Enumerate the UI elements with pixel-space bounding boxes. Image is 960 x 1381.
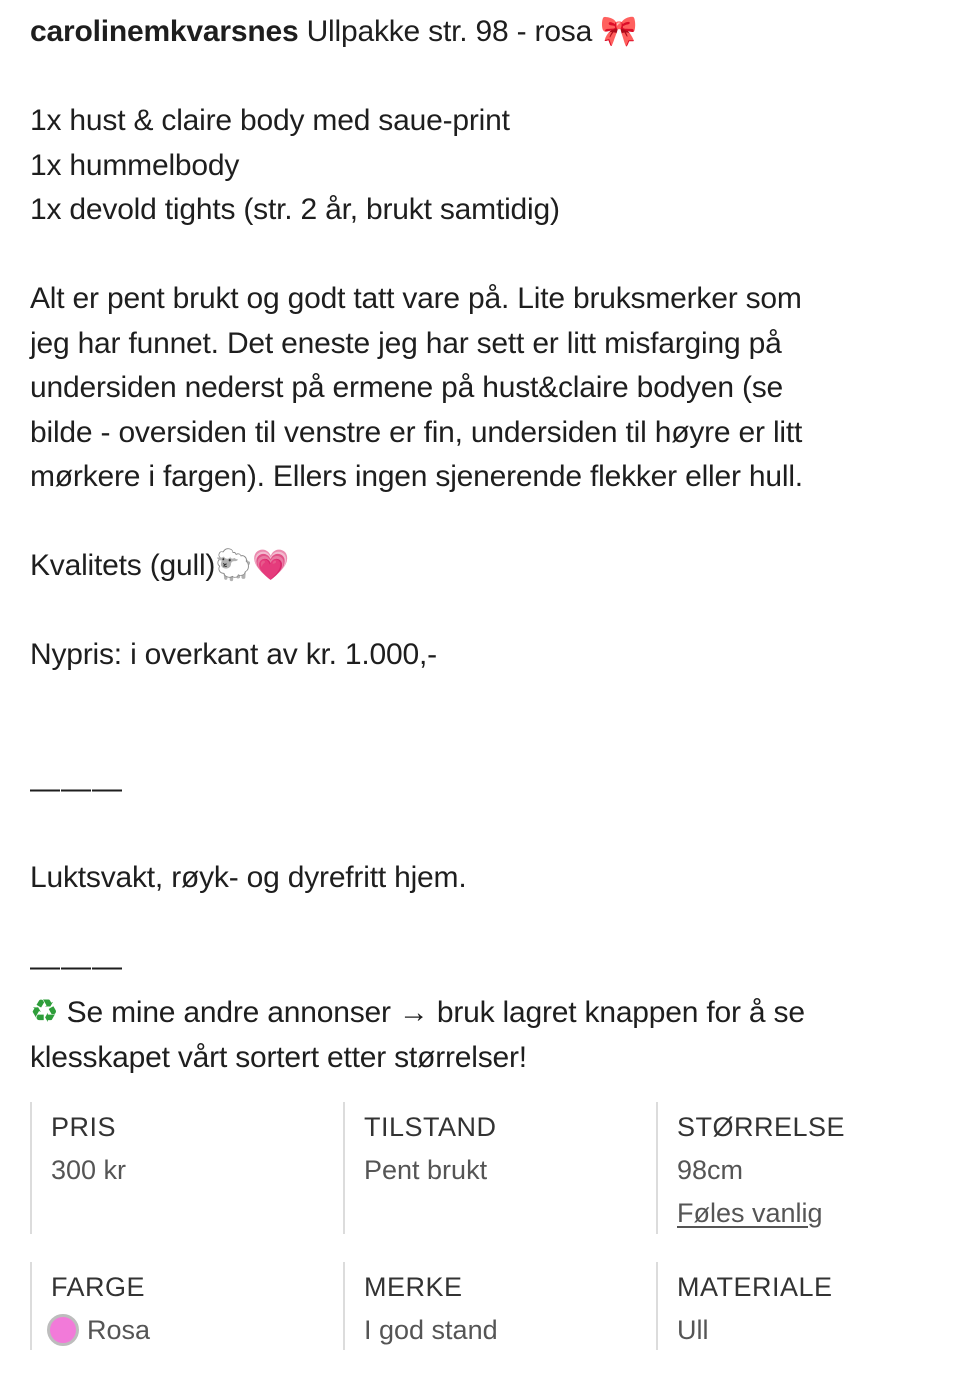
- heart-icon: 💗: [252, 548, 290, 583]
- attribute-value: 300 kr: [51, 1155, 127, 1185]
- attribute-label: MATERIALE: [677, 1272, 833, 1302]
- new-price-text: Nypris: i overkant av kr. 1.000,-: [30, 638, 437, 671]
- attribute-value: Ull: [677, 1315, 709, 1345]
- condition-text-line: jeg har funnet. Det eneste jeg har sett er litt misfarging på: [30, 326, 782, 360]
- attribute-label: MERKE: [364, 1272, 463, 1302]
- condition-text-line: undersiden nederst på ermene på hust&claire bodyen (se: [30, 371, 784, 404]
- divider-text: ———: [30, 771, 123, 805]
- listing-description: [30, 10, 930, 1080]
- attribute-label: FARGE: [51, 1272, 146, 1302]
- condition-text-line: mørkere i fargen). Ellers ingen sjenerende flekker eller hull.: [30, 460, 803, 493]
- attribute-label: PRIS: [51, 1112, 117, 1142]
- attribute-value: I god stand: [364, 1315, 498, 1345]
- attribute-material: [656, 1262, 960, 1350]
- closing-line: [30, 989, 930, 1036]
- size-fit-link[interactable]: Føles vanlig: [677, 1198, 823, 1228]
- attribute-brand: [343, 1262, 654, 1350]
- bow-icon: 🎀: [600, 14, 638, 49]
- condition-text-line: Alt er pent brukt og godt tatt vare på. Lite bruksmerker som: [30, 282, 802, 315]
- sheep-icon: 🐑: [215, 548, 253, 583]
- item-line: 1x devold tights (str. 2 år, brukt samtidig): [30, 193, 560, 226]
- attribute-value: 98cm: [677, 1155, 744, 1185]
- quality-line: [30, 544, 930, 589]
- closing-line: klesskapet vårt sortert etter størrelser!: [30, 1040, 527, 1074]
- recycle-icon: ♻: [30, 992, 59, 1030]
- attribute-condition: [343, 1102, 654, 1234]
- quality-text: Kvalitets (gull): [30, 549, 216, 582]
- item-line: 1x hust & claire body med saue-print: [30, 104, 510, 137]
- closing-text: Se mine andre annonser → bruk lagret knappen for å se: [66, 996, 805, 1029]
- listing-title-line: [30, 10, 930, 55]
- attribute-label: TILSTAND: [364, 1112, 497, 1142]
- attribute-value: Pent brukt: [364, 1155, 488, 1185]
- attribute-size: [656, 1102, 960, 1234]
- listing-title: Ullpakke str. 98 - rosa: [306, 15, 593, 48]
- divider-text: ———: [30, 949, 123, 983]
- attribute-value: [51, 1309, 341, 1352]
- color-value: Rosa: [87, 1315, 151, 1345]
- seller-username[interactable]: carolinemkvarsnes: [30, 15, 299, 48]
- home-note-text: Luktsvakt, røyk- og dyrefritt hjem.: [30, 860, 467, 894]
- condition-text-line: bilde - oversiden til venstre er fin, undersiden til høyre er litt: [30, 415, 803, 449]
- attribute-color: [30, 1262, 341, 1350]
- item-line: 1x hummelbody: [30, 148, 240, 182]
- color-swatch: [47, 1314, 79, 1346]
- attribute-price: [30, 1102, 341, 1234]
- attribute-label: STØRRELSE: [677, 1112, 846, 1142]
